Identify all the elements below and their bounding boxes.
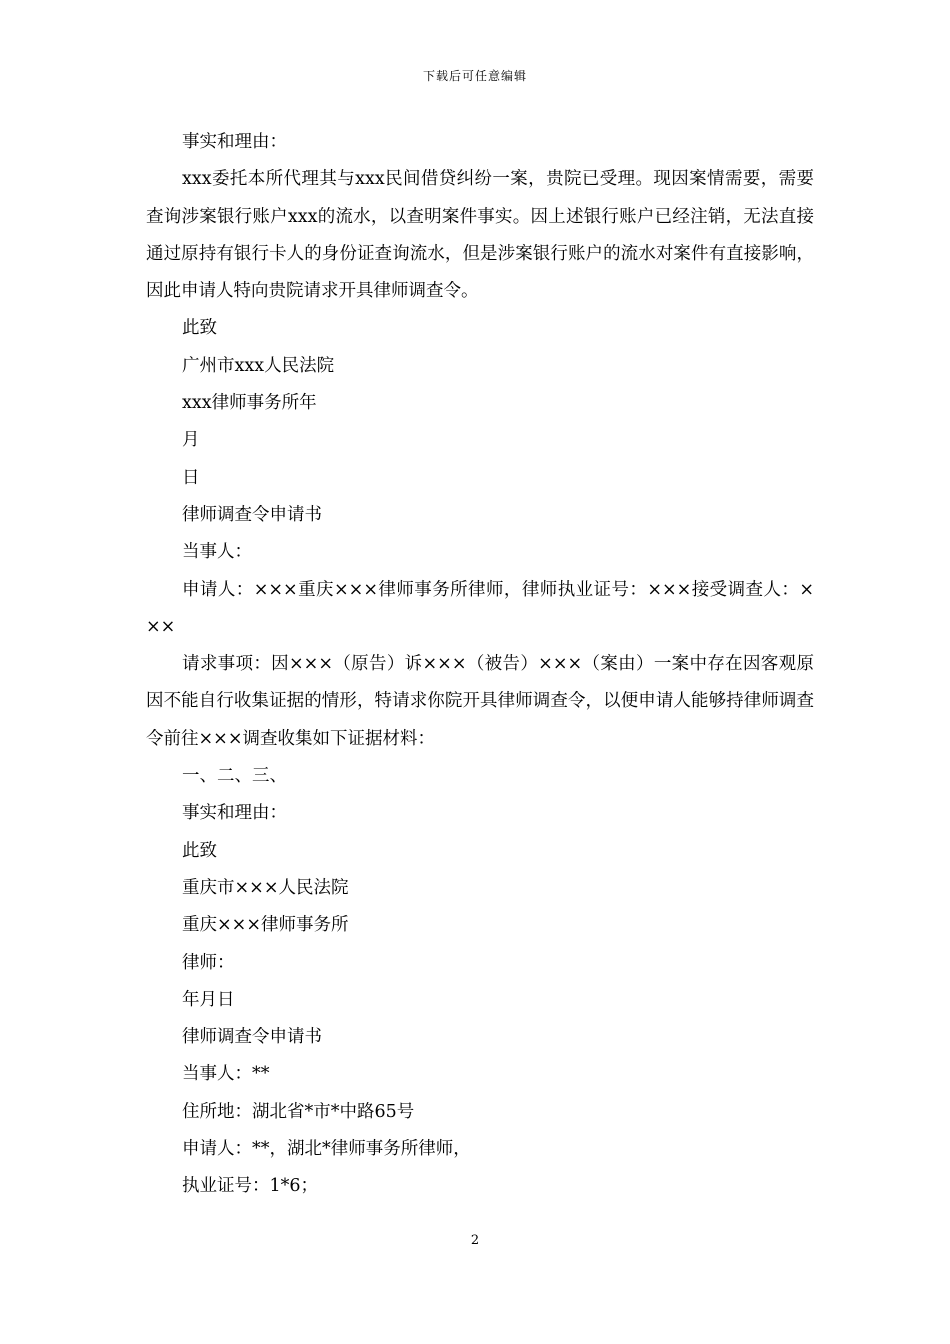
paragraph: 律师调查令申请书: [182, 504, 322, 525]
paragraph: 此致: [182, 318, 217, 339]
paragraph: 执业证号：1*6；: [182, 1176, 319, 1197]
paragraph: 广州市xxx人民法院: [182, 355, 335, 376]
paragraph: 当事人：: [182, 542, 252, 563]
paragraph: xxx律师事务所年: [182, 393, 317, 414]
paragraph: 事实和理由：: [182, 803, 287, 824]
document-body: [146, 124, 814, 1206]
paragraph: 一、二、三、: [182, 766, 287, 787]
paragraph: 此致: [182, 840, 217, 861]
page-number: 2: [470, 1233, 480, 1248]
paragraph: xxx委托本所代理其与xxx民间借贷纠纷一案，贵院已受理。现因案情需要，需要查询涉案银行账户xxx的流水，以查明案件事实。因上述银行账户已经注销，无法直接通过原持有银行卡人的身份证查询流水，但是涉案银行账户的流水对案件有直接影响，因此申请人特向贵院请求开具律师调查令。: [146, 169, 814, 302]
paragraph: 申请人：×××重庆×××律师事务所律师，律师执业证号：×××接受调查人：×××: [146, 579, 814, 637]
paragraph: 事实和理由：: [182, 132, 287, 152]
paragraph: 当事人：**: [182, 1064, 270, 1085]
paragraph: 申请人：**，湖北*律师事务所律师，: [182, 1139, 471, 1160]
paragraph: 重庆×××律师事务所: [182, 915, 349, 936]
paragraph: 日: [182, 467, 200, 488]
paragraph: 律师：: [182, 952, 235, 973]
paragraph: 重庆市×××人民法院: [182, 877, 349, 898]
paragraph: 年月日: [182, 989, 235, 1010]
paragraph: 律师调查令申请书: [182, 1027, 322, 1048]
paragraph: 请求事项：因×××（原告）诉×××（被告）×××（案由）一案中存在因客观原因不能自行收集证据的情形，特请求你院开具律师调查令，以便申请人能够持律师调查令前往×××调查收集如下证据材料：: [146, 654, 814, 749]
paragraph: 住所地：湖北省*市*中路65号: [182, 1101, 415, 1122]
paragraph: 月: [182, 430, 200, 451]
page-header: 下载后可任意编辑: [422, 69, 527, 83]
